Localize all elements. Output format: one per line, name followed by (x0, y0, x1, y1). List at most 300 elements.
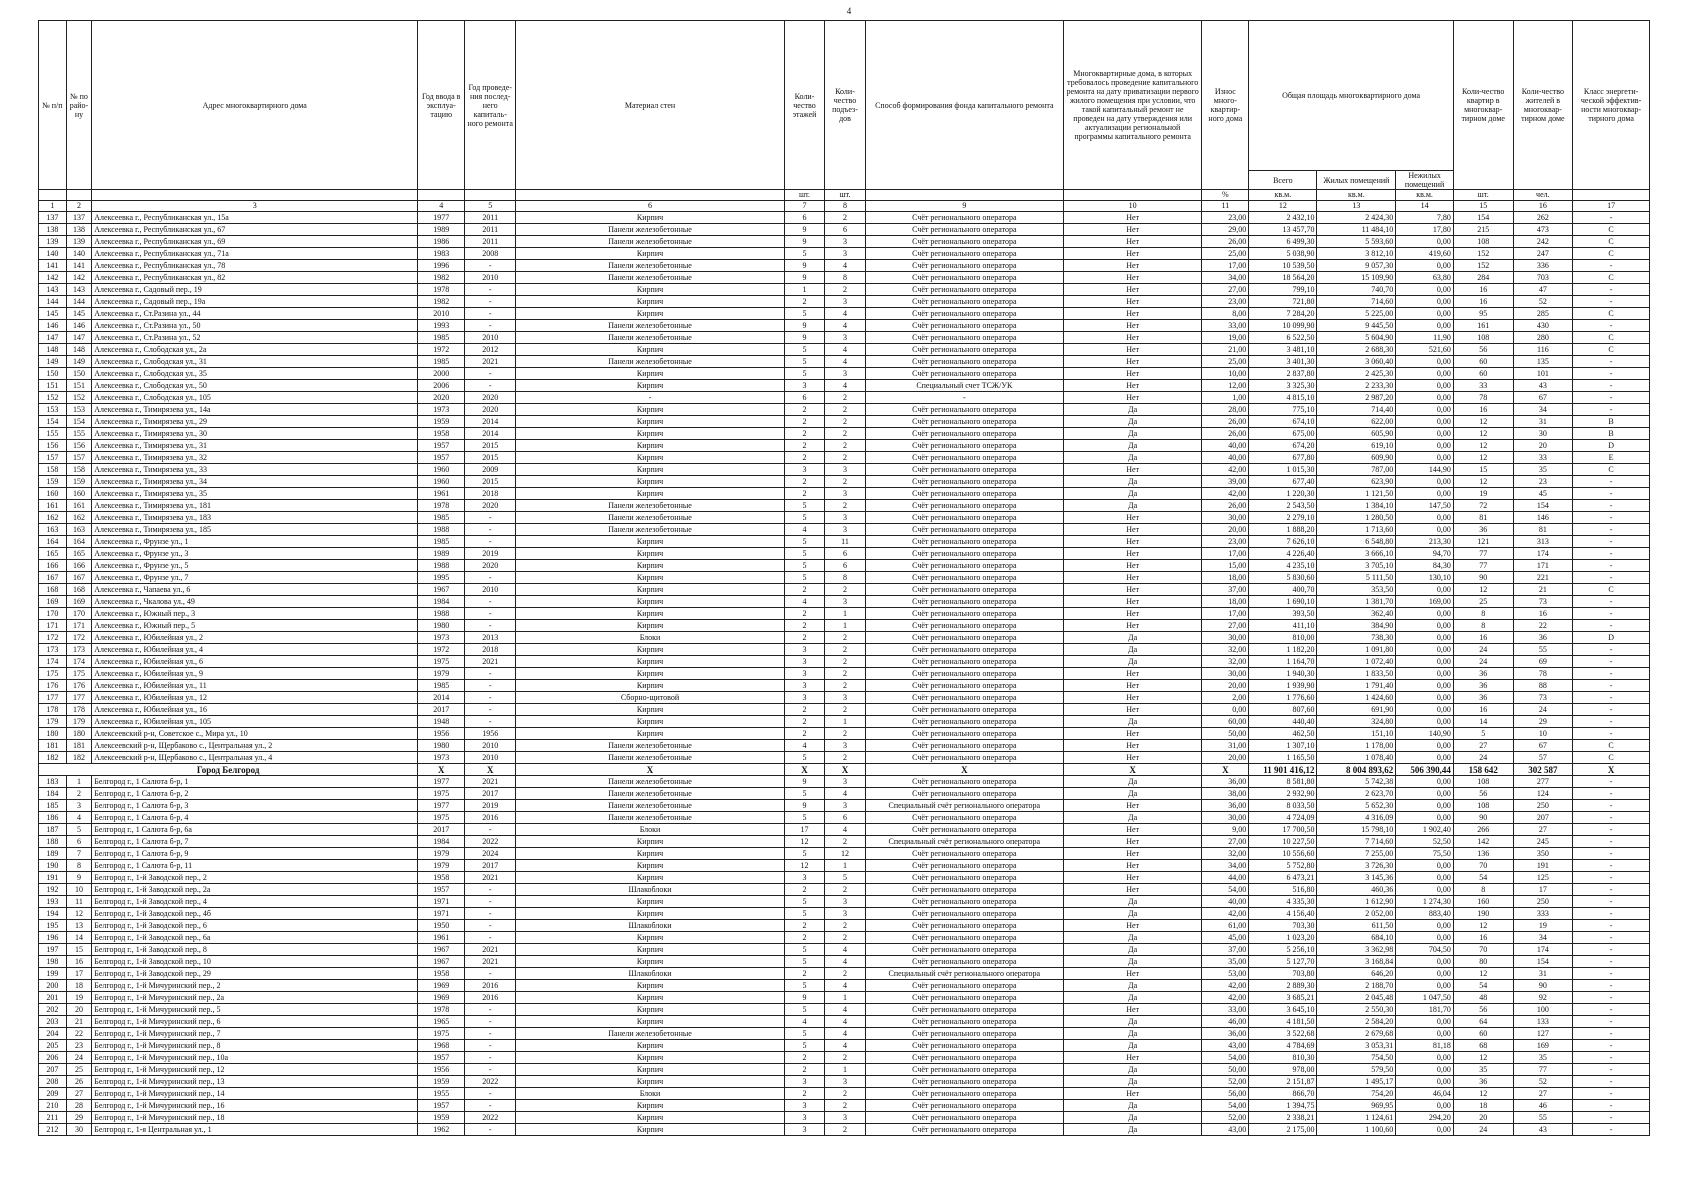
cell-entrances: 2 (825, 212, 865, 224)
cell-area-nonresidential: 0,00 (1396, 404, 1454, 416)
cell-area-residential: 2 584,20 (1317, 1016, 1396, 1028)
cell-apartments: 160 (1453, 896, 1513, 908)
cell-year-built: 1948 (418, 716, 465, 728)
cell-apartments: 80 (1453, 956, 1513, 968)
city-cell: X (1063, 764, 1202, 776)
cell-district-num: 10 (66, 884, 92, 896)
cell-fund-method: Счёт регионального оператора (865, 212, 1063, 224)
cell-area-residential: 362,40 (1317, 608, 1396, 620)
cell-num: 191 (39, 872, 67, 884)
cell-num: 181 (39, 740, 67, 752)
cell-residents: 43 (1513, 380, 1573, 392)
cell-apartments: 16 (1453, 704, 1513, 716)
cell-district-num: 159 (66, 476, 92, 488)
cell-fund-method: Счёт регионального оператора (865, 224, 1063, 236)
cell-area-nonresidential: 0,00 (1396, 800, 1454, 812)
cell-wear: 45,00 (1202, 932, 1249, 944)
cell-year-built: 1957 (418, 1100, 465, 1112)
cell-year-built: 1965 (418, 1016, 465, 1028)
table-row (39, 740, 1650, 752)
cell-wall-material: Кирпич (516, 488, 784, 500)
cell-floors: 5 (784, 752, 824, 764)
cell-residents: 262 (1513, 212, 1573, 224)
cell-wall-material: Кирпич (516, 584, 784, 596)
cell-address: Алексеевка г., Южный пер., 3 (92, 608, 418, 620)
cell-wear: 33,00 (1202, 320, 1249, 332)
cell-last-repair: 2010 (465, 752, 516, 764)
cell-address: Белгород г., 1-й Мичуринский пер., 6 (92, 1016, 418, 1028)
table-row (39, 368, 1650, 380)
cell-area-nonresidential: 0,00 (1396, 320, 1454, 332)
cell-area-residential: 3 705,10 (1317, 560, 1396, 572)
col-header-fund-method: Способ формирования фонда капитального ремонта (865, 21, 1063, 190)
cell-area-nonresidential: 140,90 (1396, 728, 1454, 740)
cell-num: 190 (39, 860, 67, 872)
cell-residents: 88 (1513, 680, 1573, 692)
cell-floors: 5 (784, 308, 824, 320)
cell-fund-method: Счёт регионального оператора (865, 428, 1063, 440)
cell-area-residential: 3 726,30 (1317, 860, 1396, 872)
cell-year-built: 1978 (418, 284, 465, 296)
cell-district-num: 13 (66, 920, 92, 932)
cell-entrances: 3 (825, 596, 865, 608)
city-cell: X (784, 764, 824, 776)
cell-num: 142 (39, 272, 67, 284)
table-row (39, 428, 1650, 440)
table-row (39, 800, 1650, 812)
cell-wear: 44,00 (1202, 872, 1249, 884)
page-number: 4 (846, 6, 852, 16)
cell-wear: 26,00 (1202, 428, 1249, 440)
cell-num: 169 (39, 596, 67, 608)
table-row (39, 1052, 1650, 1064)
cell-floors: 2 (784, 452, 824, 464)
city-area-total: 11 901 416,12 (1249, 764, 1317, 776)
cell-fund-method: Счёт регионального оператора (865, 680, 1063, 692)
cell-apartments: 19 (1453, 488, 1513, 500)
column-number-cell: 16 (1513, 201, 1573, 212)
cell-entrances: 11 (825, 536, 865, 548)
cell-area-total: 2 837,80 (1249, 368, 1317, 380)
cell-energy-class: - (1573, 788, 1650, 800)
cell-entrances: 1 (825, 1064, 865, 1076)
cell-wall-material: Шлакоблоки (516, 920, 784, 932)
cell-floors: 3 (784, 680, 824, 692)
cell-area-residential: 714,60 (1317, 296, 1396, 308)
cell-entrances: 3 (825, 908, 865, 920)
cell-fund-method: Счёт регионального оператора (865, 236, 1063, 248)
cell-address: Белгород г., 1-й Мичуринский пер., 16 (92, 1100, 418, 1112)
cell-last-repair: 2024 (465, 848, 516, 860)
cell-energy-class: - (1573, 1028, 1650, 1040)
cell-last-repair: 2020 (465, 404, 516, 416)
cell-residents: 125 (1513, 872, 1573, 884)
cell-address: Алексеевка г., Юбилейная ул., 11 (92, 680, 418, 692)
cell-last-repair: 2021 (465, 956, 516, 968)
table-row (39, 476, 1650, 488)
cell-wall-material: Панели железобетонные (516, 776, 784, 788)
cell-address: Алексеевка г., Тимирязева ул., 31 (92, 440, 418, 452)
cell-wall-material: Кирпич (516, 896, 784, 908)
cell-area-residential: 5 742,38 (1317, 776, 1396, 788)
cell-district-num: 144 (66, 296, 92, 308)
table-row (39, 572, 1650, 584)
cell-area-total: 810,30 (1249, 1052, 1317, 1064)
cell-apartments: 20 (1453, 1112, 1513, 1124)
cell-area-total: 2 543,50 (1249, 500, 1317, 512)
cell-apartments: 78 (1453, 392, 1513, 404)
cell-area-total: 721,80 (1249, 296, 1317, 308)
cell-wall-material: Панели железобетонные (516, 224, 784, 236)
cell-wall-material: Кирпич (516, 1076, 784, 1088)
cell-fund-method: Счёт регионального оператора (865, 848, 1063, 860)
cell-floors: 2 (784, 296, 824, 308)
cell-repair-required: Да (1063, 932, 1202, 944)
cell-district-num: 167 (66, 572, 92, 584)
cell-district-num: 181 (66, 740, 92, 752)
cell-residents: 703 (1513, 272, 1573, 284)
cell-area-residential: 1 384,10 (1317, 500, 1396, 512)
table-row (39, 1112, 1650, 1124)
cell-area-nonresidential: 0,00 (1396, 644, 1454, 656)
cell-residents: 55 (1513, 1112, 1573, 1124)
cell-residents: 33 (1513, 452, 1573, 464)
cell-last-repair: - (465, 896, 516, 908)
col-header-floors: Коли-чество этажей (784, 21, 824, 190)
cell-repair-required: Нет (1063, 824, 1202, 836)
cell-floors: 5 (784, 908, 824, 920)
cell-wall-material: Кирпич (516, 1064, 784, 1076)
cell-apartments: 12 (1453, 476, 1513, 488)
cell-wall-material: Кирпич (516, 548, 784, 560)
cell-floors: 3 (784, 644, 824, 656)
table-row (39, 320, 1650, 332)
table-row (39, 596, 1650, 608)
cell-floors: 5 (784, 512, 824, 524)
cell-repair-required: Да (1063, 908, 1202, 920)
cell-fund-method: Счёт регионального оператора (865, 404, 1063, 416)
col-header-district-num: № по райо-ну (66, 21, 92, 190)
cell-last-repair: - (465, 1124, 516, 1136)
cell-area-nonresidential: 0,00 (1396, 956, 1454, 968)
cell-district-num: 164 (66, 536, 92, 548)
cell-wear: 20,00 (1202, 524, 1249, 536)
cell-fund-method: Счёт регионального оператора (865, 860, 1063, 872)
cell-area-nonresidential: 213,30 (1396, 536, 1454, 548)
cell-entrances: 2 (825, 1100, 865, 1112)
cell-residents: 277 (1513, 776, 1573, 788)
cell-area-nonresidential: 0,00 (1396, 1100, 1454, 1112)
cell-energy-class: С (1573, 740, 1650, 752)
cell-repair-required: Нет (1063, 392, 1202, 404)
cell-address: Белгород г., 1-й Заводской пер., 2 (92, 872, 418, 884)
cell-residents: 191 (1513, 860, 1573, 872)
cell-entrances: 2 (825, 968, 865, 980)
cell-area-nonresidential: 0,00 (1396, 632, 1454, 644)
cell-num: 152 (39, 392, 67, 404)
cell-entrances: 2 (825, 404, 865, 416)
unit-cell (865, 190, 1063, 201)
cell-area-nonresidential: 0,00 (1396, 884, 1454, 896)
cell-energy-class: - (1573, 992, 1650, 1004)
cell-district-num: 161 (66, 500, 92, 512)
cell-repair-required: Да (1063, 812, 1202, 824)
cell-year-built: 1982 (418, 296, 465, 308)
cell-entrances: 8 (825, 272, 865, 284)
cell-wall-material: Кирпич (516, 368, 784, 380)
cell-district-num: 162 (66, 512, 92, 524)
cell-num: 208 (39, 1076, 67, 1088)
cell-entrances: 1 (825, 992, 865, 1004)
table-row (39, 236, 1650, 248)
cell-area-residential: 1 091,80 (1317, 644, 1396, 656)
unit-cell (418, 190, 465, 201)
cell-last-repair: - (465, 1028, 516, 1040)
cell-repair-required: Да (1063, 1124, 1202, 1136)
cell-fund-method: Счёт регионального оператора (865, 356, 1063, 368)
cell-year-built: 1985 (418, 536, 465, 548)
cell-repair-required: Нет (1063, 272, 1202, 284)
cell-last-repair: - (465, 704, 516, 716)
cell-address: Алексеевка г., Юбилейная ул., 12 (92, 692, 418, 704)
cell-residents: 10 (1513, 728, 1573, 740)
table-row (39, 1100, 1650, 1112)
cell-energy-class: - (1573, 404, 1650, 416)
cell-floors: 6 (784, 212, 824, 224)
cell-area-residential: 619,10 (1317, 440, 1396, 452)
cell-apartments: 12 (1453, 452, 1513, 464)
col-header-entrances: Коли-чество подъез-дов (825, 21, 865, 190)
cell-last-repair: 2017 (465, 860, 516, 872)
cell-floors: 5 (784, 1028, 824, 1040)
cell-repair-required: Нет (1063, 968, 1202, 980)
cell-fund-method: Счёт регионального оператора (865, 1100, 1063, 1112)
cell-district-num: 137 (66, 212, 92, 224)
cell-num: 154 (39, 416, 67, 428)
cell-address: Алексеевка г., Тимирязева ул., 32 (92, 452, 418, 464)
city-summary-row (39, 764, 1650, 776)
cell-area-total: 807,60 (1249, 704, 1317, 716)
cell-year-built: 2010 (418, 308, 465, 320)
cell-area-nonresidential: 0,00 (1396, 308, 1454, 320)
table-body (39, 190, 1650, 1136)
cell-wear: 26,00 (1202, 236, 1249, 248)
cell-address: Алексеевка г., Юбилейная ул., 4 (92, 644, 418, 656)
table-row (39, 716, 1650, 728)
cell-apartments: 64 (1453, 1016, 1513, 1028)
cell-fund-method: Счёт регионального оператора (865, 632, 1063, 644)
cell-entrances: 2 (825, 728, 865, 740)
cell-last-repair: - (465, 692, 516, 704)
cell-fund-method: Счёт регионального оператора (865, 1088, 1063, 1100)
cell-num: 210 (39, 1100, 67, 1112)
cell-wear: 28,00 (1202, 404, 1249, 416)
cell-fund-method: Счёт регионального оператора (865, 476, 1063, 488)
cell-area-nonresidential: 81,18 (1396, 1040, 1454, 1052)
cell-address: Алексеевка г., Ст.Разина ул., 44 (92, 308, 418, 320)
cell-floors: 9 (784, 260, 824, 272)
cell-apartments: 77 (1453, 560, 1513, 572)
cell-wear: 36,00 (1202, 800, 1249, 812)
cell-apartments: 12 (1453, 920, 1513, 932)
cell-residents: 27 (1513, 824, 1573, 836)
cell-wear: 23,00 (1202, 212, 1249, 224)
table-row (39, 524, 1650, 536)
cell-year-built: 1967 (418, 956, 465, 968)
cell-wear: 27,00 (1202, 284, 1249, 296)
cell-area-residential: 1 495,17 (1317, 1076, 1396, 1088)
cell-entrances: 2 (825, 392, 865, 404)
cell-area-total: 677,40 (1249, 476, 1317, 488)
unit-cell (1573, 190, 1650, 201)
cell-floors: 9 (784, 224, 824, 236)
cell-last-repair: - (465, 608, 516, 620)
cell-num: 180 (39, 728, 67, 740)
cell-address: Белгород г., 1 Салюта б-р, 4 (92, 812, 418, 824)
cell-apartments: 16 (1453, 284, 1513, 296)
table-row (39, 836, 1650, 848)
cell-num: 150 (39, 368, 67, 380)
cell-floors: 5 (784, 848, 824, 860)
cell-energy-class: D (1573, 440, 1650, 452)
unit-cell (516, 190, 784, 201)
cell-num: 200 (39, 980, 67, 992)
cell-address: Алексеевка г., Тимирязева ул., 34 (92, 476, 418, 488)
cell-wear: 1,00 (1202, 392, 1249, 404)
cell-energy-class: - (1573, 980, 1650, 992)
cell-energy-class: - (1573, 1088, 1650, 1100)
column-number-cell: 5 (465, 201, 516, 212)
cell-year-built: 2017 (418, 824, 465, 836)
cell-num: 185 (39, 800, 67, 812)
cell-num: 212 (39, 1124, 67, 1136)
cell-num: 165 (39, 548, 67, 560)
cell-residents: 127 (1513, 1028, 1573, 1040)
cell-residents: 52 (1513, 296, 1573, 308)
cell-entrances: 2 (825, 1052, 865, 1064)
cell-residents: 52 (1513, 1076, 1573, 1088)
cell-energy-class: - (1573, 296, 1650, 308)
cell-district-num: 140 (66, 248, 92, 260)
cell-floors: 5 (784, 356, 824, 368)
cell-district-num: 21 (66, 1016, 92, 1028)
cell-wear: 42,00 (1202, 992, 1249, 1004)
cell-address: Алексеевка г., Юбилейная ул., 16 (92, 704, 418, 716)
cell-energy-class: - (1573, 1100, 1650, 1112)
cell-residents: 46 (1513, 1100, 1573, 1112)
cell-area-residential: 2 052,00 (1317, 908, 1396, 920)
cell-repair-required: Да (1063, 788, 1202, 800)
cell-area-total: 393,50 (1249, 608, 1317, 620)
cell-apartments: 56 (1453, 1004, 1513, 1016)
cell-fund-method: Счёт регионального оператора (865, 728, 1063, 740)
cell-address: Алексеевка г., Юбилейная ул., 2 (92, 632, 418, 644)
cell-last-repair: - (465, 368, 516, 380)
cell-area-total: 3 481,10 (1249, 344, 1317, 356)
cell-wear: 27,00 (1202, 836, 1249, 848)
cell-year-built: 1955 (418, 1088, 465, 1100)
units-row (39, 190, 1650, 201)
cell-num: 168 (39, 584, 67, 596)
table-row (39, 512, 1650, 524)
table-row (39, 224, 1650, 236)
cell-apartments: 72 (1453, 500, 1513, 512)
cell-num: 144 (39, 296, 67, 308)
cell-fund-method: Счёт регионального оператора (865, 524, 1063, 536)
cell-area-residential: 1 178,00 (1317, 740, 1396, 752)
cell-year-built: 1957 (418, 452, 465, 464)
table-row (39, 752, 1650, 764)
cell-address: Алексеевка г., Тимирязева ул., 29 (92, 416, 418, 428)
cell-energy-class: - (1573, 548, 1650, 560)
cell-area-total: 7 284,20 (1249, 308, 1317, 320)
cell-wall-material: Панели железобетонные (516, 1028, 784, 1040)
cell-residents: 81 (1513, 524, 1573, 536)
cell-apartments: 14 (1453, 716, 1513, 728)
cell-wall-material: Кирпич (516, 428, 784, 440)
table-row (39, 812, 1650, 824)
table-row (39, 896, 1650, 908)
cell-residents: 174 (1513, 548, 1573, 560)
table-row (39, 452, 1650, 464)
cell-fund-method: Счёт регионального оператора (865, 440, 1063, 452)
cell-entrances: 4 (825, 344, 865, 356)
cell-address: Алексеевка г., Юбилейная ул., 9 (92, 668, 418, 680)
cell-apartments: 24 (1453, 1124, 1513, 1136)
cell-residents: 17 (1513, 884, 1573, 896)
cell-wall-material: Кирпич (516, 848, 784, 860)
cell-area-total: 675,00 (1249, 428, 1317, 440)
cell-area-nonresidential: 0,00 (1396, 920, 1454, 932)
cell-residents: 27 (1513, 1088, 1573, 1100)
table-row (39, 668, 1650, 680)
table-row (39, 788, 1650, 800)
cell-residents: 73 (1513, 692, 1573, 704)
cell-num: 205 (39, 1040, 67, 1052)
cell-area-nonresidential: 419,60 (1396, 248, 1454, 260)
cell-year-built: 1972 (418, 344, 465, 356)
cell-apartments: 266 (1453, 824, 1513, 836)
cell-energy-class: - (1573, 704, 1650, 716)
cell-wall-material: Кирпич (516, 476, 784, 488)
cell-wall-material: Кирпич (516, 908, 784, 920)
cell-num: 187 (39, 824, 67, 836)
cell-district-num: 154 (66, 416, 92, 428)
cell-area-residential: 151,10 (1317, 728, 1396, 740)
cell-address: Белгород г., 1-й Заводской пер., 4 (92, 896, 418, 908)
cell-fund-method: Счёт регионального оператора (865, 884, 1063, 896)
cell-energy-class: - (1573, 1052, 1650, 1064)
cell-residents: 69 (1513, 656, 1573, 668)
cell-year-built: 1959 (418, 1076, 465, 1088)
cell-area-nonresidential: 0,00 (1396, 1076, 1454, 1088)
cell-wear: 54,00 (1202, 1100, 1249, 1112)
cell-num: 186 (39, 812, 67, 824)
cell-entrances: 2 (825, 428, 865, 440)
cell-area-nonresidential: 0,00 (1396, 740, 1454, 752)
table-row (39, 920, 1650, 932)
cell-area-total: 462,50 (1249, 728, 1317, 740)
cell-area-residential: 1 124,61 (1317, 1112, 1396, 1124)
cell-floors: 3 (784, 1124, 824, 1136)
cell-area-nonresidential: 181,70 (1396, 1004, 1454, 1016)
column-number-cell: 11 (1202, 201, 1249, 212)
col-header-repair-required: Многоквартирные дома, в которых требовалось проведение капитального ремонта на дату приватизации первого жилого помещения при условии, что такой капитальный ремонт не проведен на дату утверждения или актуализации региональной программы капитального ремонта (1063, 21, 1202, 190)
cell-repair-required: Нет (1063, 344, 1202, 356)
cell-wall-material: Кирпич (516, 704, 784, 716)
cell-energy-class: С (1573, 752, 1650, 764)
cell-year-built: 1988 (418, 608, 465, 620)
